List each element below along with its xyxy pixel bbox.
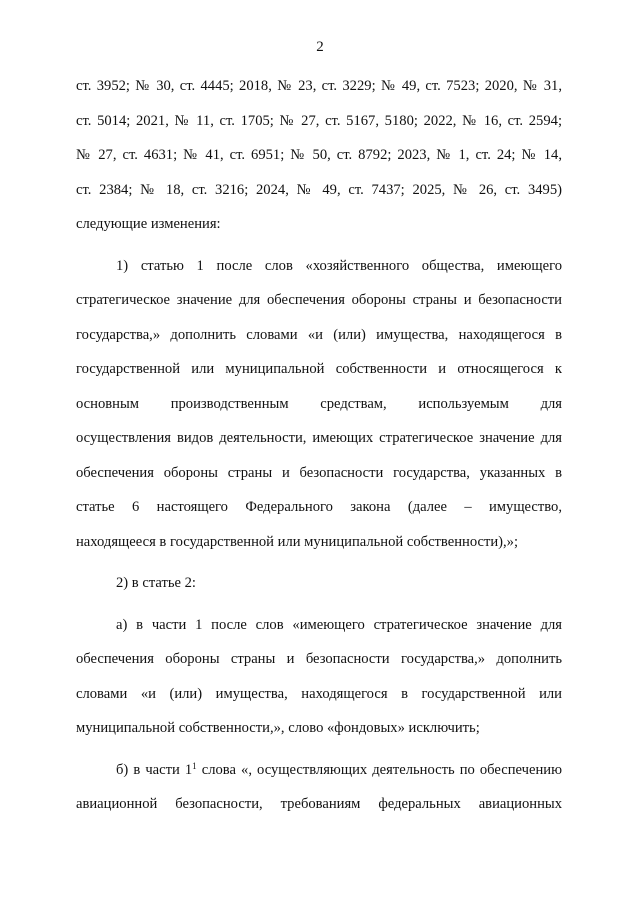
text-line: а) в части 1 после слов «имеющего стратегическое значение для: [116, 616, 562, 633]
text-line: № 27, ст. 4631; № 41, ст. 6951; № 50, ст. 8792; 2023, № 1, ст. 24; № 14,: [76, 147, 562, 163]
text-line: ст. 5014; 2021, № 11, ст. 1705; № 27, ст. 5167, 5180; 2022, № 16, ст. 2594;: [76, 112, 562, 129]
text-line: авиационной безопасности, требованиям федеральных авиационных: [76, 796, 562, 812]
superscript: 1: [192, 760, 197, 771]
text-line: основным производственным средствам, используемым для: [76, 395, 562, 412]
text-line: ст. 3952; № 30, ст. 4445; 2018, № 23, ст. 3229; № 49, ст. 7523; 2020, № 31,: [76, 78, 562, 94]
text-line: обеспечения обороны страны и безопасности государства,» дополнить: [76, 651, 562, 667]
text-line: государства,» дополнить словами «и (или) имущества, находящегося в: [76, 326, 562, 343]
text-line: муниципальной собственности,», слово «фондовых» исключить;: [76, 720, 480, 736]
document-body: [76, 69, 562, 822]
text-line: следующие изменения:: [76, 216, 221, 232]
text-line: словами «и (или) имущества, находящегося в государственной или: [76, 685, 562, 702]
text-line: стратегическое значение для обеспечения обороны страны и безопасности: [76, 292, 562, 308]
text-line: осуществления видов деятельности, имеющих стратегическое значение для: [76, 430, 562, 446]
text-line: государственной или муниципальной собственности и относящегося к: [76, 361, 562, 377]
text-line: находящееся в государственной или муниципальной собственности),»;: [76, 533, 519, 550]
text-line: [76, 753, 562, 788]
text-line: обеспечения обороны страны и безопасности государства, указанных в: [76, 464, 562, 481]
text-line: статье 6 настоящего Федерального закона (далее – имущество,: [76, 499, 562, 515]
text-fragment: слова «, осуществляющих деятельность по обеспечению: [196, 761, 562, 778]
text-line: 1) статью 1 после слов «хозяйственного общества, имеющего: [116, 257, 562, 274]
text-fragment: б) в части 1: [116, 761, 193, 778]
page-number: 2: [316, 39, 324, 55]
text-line: ст. 2384; № 18, ст. 3216; 2024, № 49, ст. 7437; 2025, № 26, ст. 3495): [76, 181, 562, 198]
text-line: 2) в статье 2:: [116, 575, 196, 591]
